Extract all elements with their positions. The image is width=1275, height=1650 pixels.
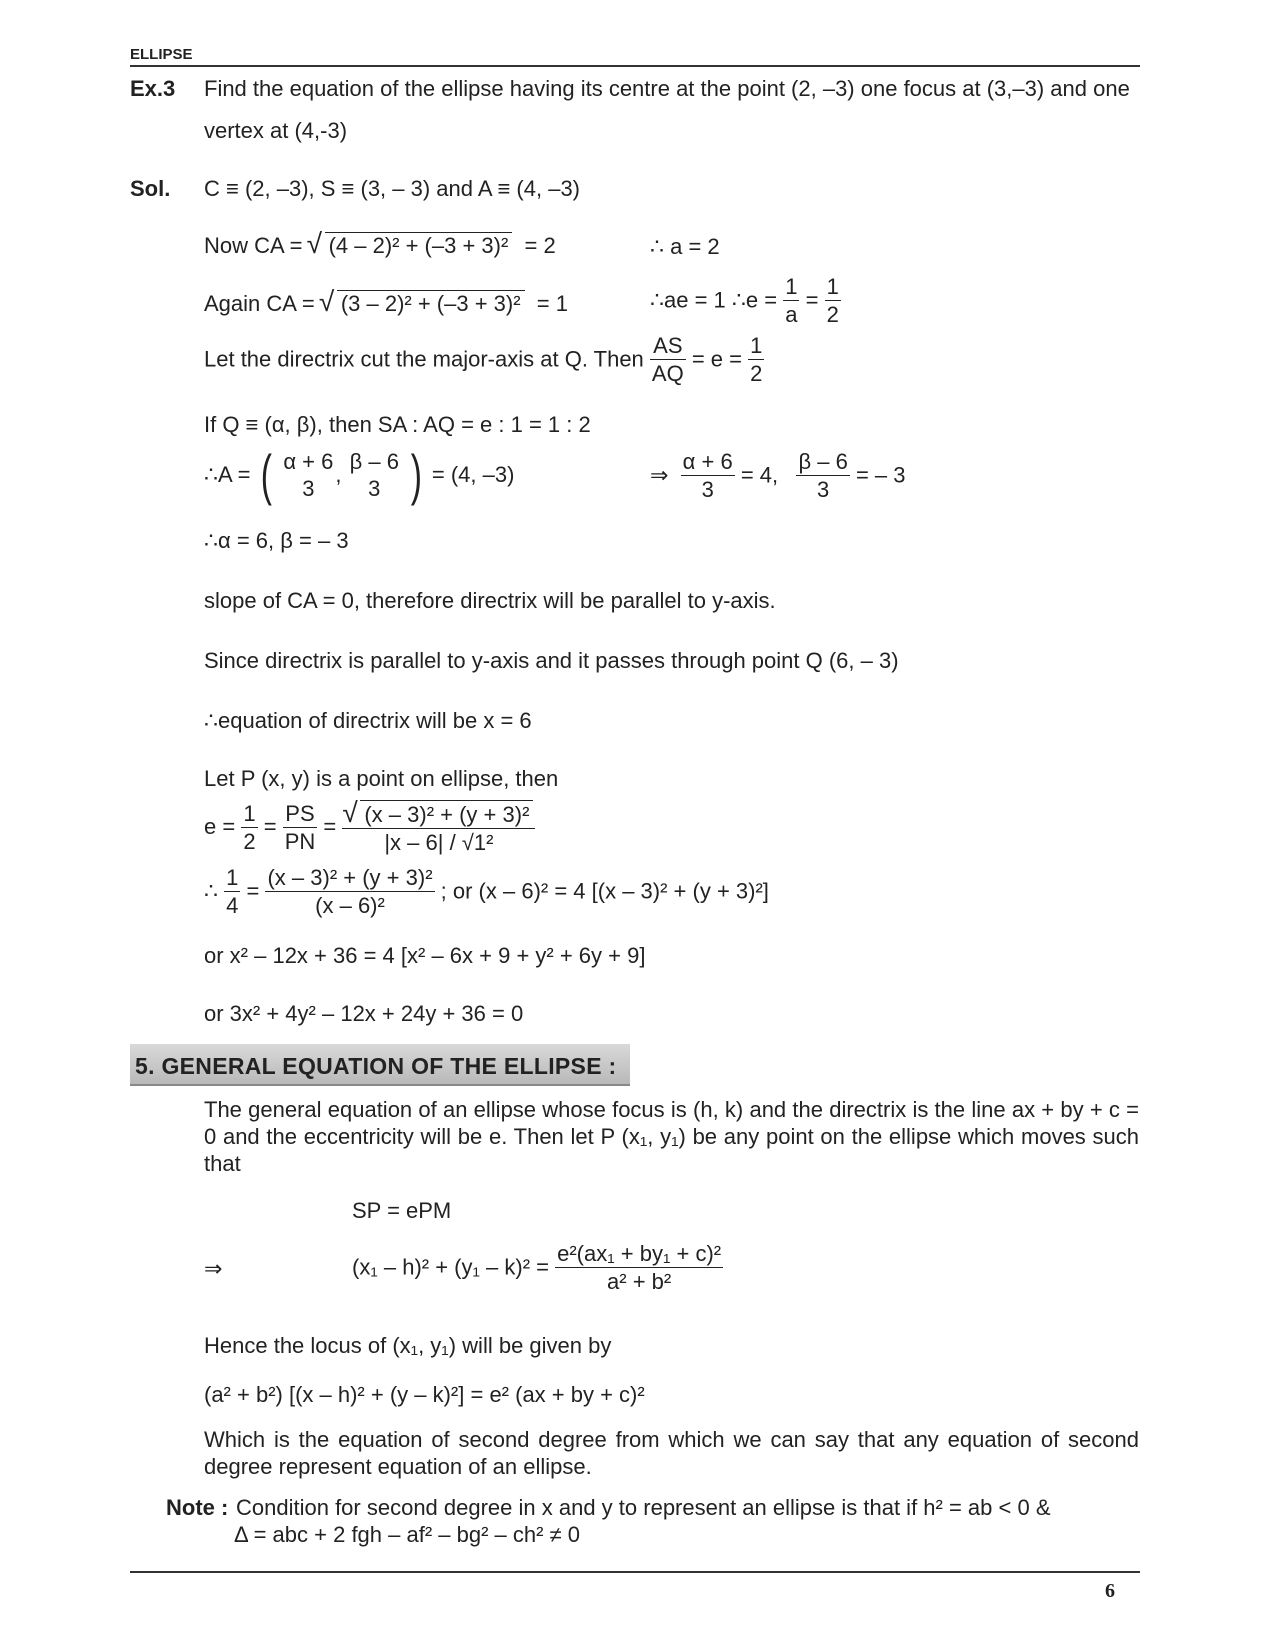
- ae-frac-den: a: [785, 302, 798, 328]
- alpha-eq-frac: [681, 450, 735, 501]
- pn-denominator: |x – 6| / √1²: [384, 830, 494, 856]
- alpha-beta-values: ∴α = 6, β = – 3: [204, 528, 349, 553]
- section-5-paragraph-1: The general equation of an ellipse whose focus is (h, k) and the directrix is the line ax + by + c = 0 and the eccentricity will be e. Then let P (x₁, y₁) be any point on the ellipse which moves such that: [204, 1097, 1139, 1176]
- or-line-3: or 3x² + 4y² – 12x + 24y + 36 = 0: [204, 1001, 524, 1026]
- alpha-num: α + 6: [283, 449, 334, 474]
- ae-frac-num: 1: [783, 275, 799, 301]
- a-result: = (4, –3): [431, 462, 515, 488]
- now-ca-radicand: (4 – 2)² + (–3 + 3)²: [328, 233, 509, 258]
- directrix-ratio-line: [204, 334, 764, 385]
- again-ca-line: [204, 290, 568, 315]
- alpha-frac: [281, 450, 335, 500]
- again-ca-radicand: (3 – 2)² + (–3 + 3)²: [340, 291, 521, 316]
- now-ca-result: = 2: [524, 233, 556, 258]
- a-prefix: ∴A =: [204, 462, 251, 488]
- eq-e: = e =: [691, 346, 742, 372]
- a-coordinate-line: ∴A = ( α + 6 3 , β – 6 3 ) = (4, –3): [204, 442, 515, 506]
- a-equals: ∴ a = 2: [650, 234, 720, 259]
- ps-radicand: (x – 3)² + (y + 3)²: [364, 802, 530, 827]
- e-half-num: 1: [241, 802, 257, 828]
- given-points: C ≡ (2, –3), S ≡ (3, – 3) and A ≡ (4, –3): [204, 176, 581, 201]
- beta-eq-num: β – 6: [796, 450, 849, 476]
- general-rhs: [555, 1242, 723, 1293]
- now-ca-prefix: Now CA =: [204, 233, 303, 258]
- general-rhs-den: a² + b²: [607, 1269, 672, 1295]
- quarter-den: 4: [226, 893, 239, 919]
- ratio-half: [748, 334, 764, 385]
- ae-frac-half: [825, 275, 841, 326]
- example-question-line1: Find the equation of the ellipse having its centre at the point (2, –3) one focus at (3,–3) and one: [204, 76, 1130, 101]
- or-line-1: ; or (x – 6)² = 4 [(x – 3)² + (y + 3)²]: [440, 878, 769, 904]
- page-number: 6: [1105, 1580, 1115, 1602]
- section-5-title: 5. GENERAL EQUATION OF THE ELLIPSE :: [135, 1053, 617, 1079]
- as-num: AS: [650, 334, 686, 360]
- distance-ratio: [342, 800, 535, 854]
- implies-arrow-2: ⇒: [204, 1256, 223, 1281]
- squared-ratio: [265, 866, 434, 917]
- alpha-den: 3: [302, 476, 315, 502]
- distance-ratio-num: [342, 800, 535, 829]
- again-ca-radical: [337, 290, 525, 315]
- beta-eq: = – 3: [855, 462, 906, 488]
- alpha-eq-num: α + 6: [681, 450, 735, 476]
- ratio-half-den: 2: [750, 361, 763, 387]
- pn-den: PN: [284, 828, 316, 854]
- ae-line: ∴ae = 1 ∴e = $\frac{1}{a}$ = $\frac{1}{2}$: [650, 274, 839, 328]
- beta-eq-frac: [796, 450, 849, 501]
- implies-arrow: ⇒: [650, 462, 669, 488]
- footer-rule: [130, 1571, 1140, 1573]
- ps-num: PS: [283, 802, 318, 828]
- header-rule: [130, 65, 1140, 67]
- general-equation-line: [352, 1242, 723, 1293]
- aq-den: AQ: [651, 361, 684, 387]
- alpha-beta-implication: [650, 450, 906, 501]
- page-header-title: ELLIPSE: [130, 46, 193, 63]
- e-half: [241, 802, 257, 853]
- let-p-line: Let P (x, y) is a point on ellipse, then: [204, 766, 559, 791]
- e-prefix: e =: [204, 814, 236, 840]
- general-rhs-num: e²(ax₁ + by₁ + c)²: [555, 1242, 723, 1268]
- beta-eq-den: 3: [817, 477, 830, 503]
- ae-frac-1-over-a: [783, 275, 799, 326]
- alpha-eq: = 4,: [740, 462, 779, 488]
- since-line: Since directrix is parallel to y-axis and it passes through point Q (6, – 3): [204, 648, 899, 673]
- ae-half-den: 2: [826, 302, 839, 328]
- quarter-frac: [224, 866, 240, 917]
- note-line-2: Δ = abc + 2 fgh – af² – bg² – ch² ≠ 0: [234, 1522, 580, 1547]
- or-line-2: or x² – 12x + 36 = 4 [x² – 6x + 9 + y² + 6y + 9]: [204, 943, 646, 968]
- note-line-1: Condition for second degree in x and y to represent an ellipse is that if h² = ab < 0 &: [236, 1495, 1051, 1520]
- directrix-equation: ∴equation of directrix will be x = 6: [204, 708, 532, 733]
- q-line: If Q ≡ (α, β), then SA : AQ = e : 1 = 1 : 2: [204, 412, 591, 437]
- solution-label: Sol.: [130, 176, 171, 201]
- locus-line: Hence the locus of (x₁, y₁) will be given by: [204, 1333, 612, 1358]
- beta-num: β – 6: [349, 449, 399, 474]
- directrix-text: Let the directrix cut the major-axis at Q. Then: [204, 346, 644, 372]
- example-question-line2: vertex at (4,-3): [204, 118, 348, 143]
- general-lhs: (x₁ – h)² + (y₁ – k)² =: [352, 1254, 549, 1280]
- section-5-paragraph-2: Which is the equation of second degree from which we can say that any equation of second degree represent equation of an ellipse.: [204, 1427, 1139, 1479]
- squared-num: (x – 3)² + (y + 3)²: [265, 866, 434, 892]
- squared-den: (x – 6)²: [315, 893, 385, 919]
- note-label: Note :: [166, 1495, 229, 1520]
- quarter-line: ∴ $\frac{1}{4}$ = $\frac{\text{(x – 3)² + (y + 3)²}}{\text{(x – 6)²}}$ ; or (x – 6)² = 4 [(x – 3)² + (y + 3)²]: [204, 865, 769, 919]
- again-ca-result: = 1: [536, 291, 568, 316]
- as-over-aq: [650, 334, 686, 385]
- beta-frac: [348, 450, 401, 500]
- beta-den: 3: [368, 476, 381, 502]
- ps-over-pn: [283, 802, 318, 853]
- now-ca-line: [204, 232, 556, 257]
- again-ca-prefix: Again CA =: [204, 291, 315, 316]
- e-half-den: 2: [243, 828, 256, 854]
- slope-line: slope of CA = 0, therefore directrix will be parallel to y-axis.: [204, 588, 776, 613]
- quarter-num: 1: [224, 866, 240, 892]
- locus-equation: (a² + b²) [(x – h)² + (y – k)²] = e² (ax + by + c)²: [204, 1382, 645, 1407]
- therefore-symbol: ∴: [204, 878, 218, 904]
- ratio-half-num: 1: [748, 334, 764, 360]
- alpha-eq-den: 3: [701, 477, 714, 503]
- now-ca-radical: [325, 232, 513, 257]
- example-label: Ex.3: [130, 76, 176, 101]
- e-definition-line: e = $\frac{1}{2}$ = $\frac{PS}{PN}$ = √ $\frac{\text{(x – 3)² + (y + 3)²}}{\text{|x – 6| / √1²}}$: [204, 800, 535, 854]
- sp-equation: SP = ePM: [352, 1198, 452, 1223]
- ae-half-num: 1: [825, 275, 841, 301]
- ae-prefix: ∴ae = 1 ∴e =: [650, 287, 778, 313]
